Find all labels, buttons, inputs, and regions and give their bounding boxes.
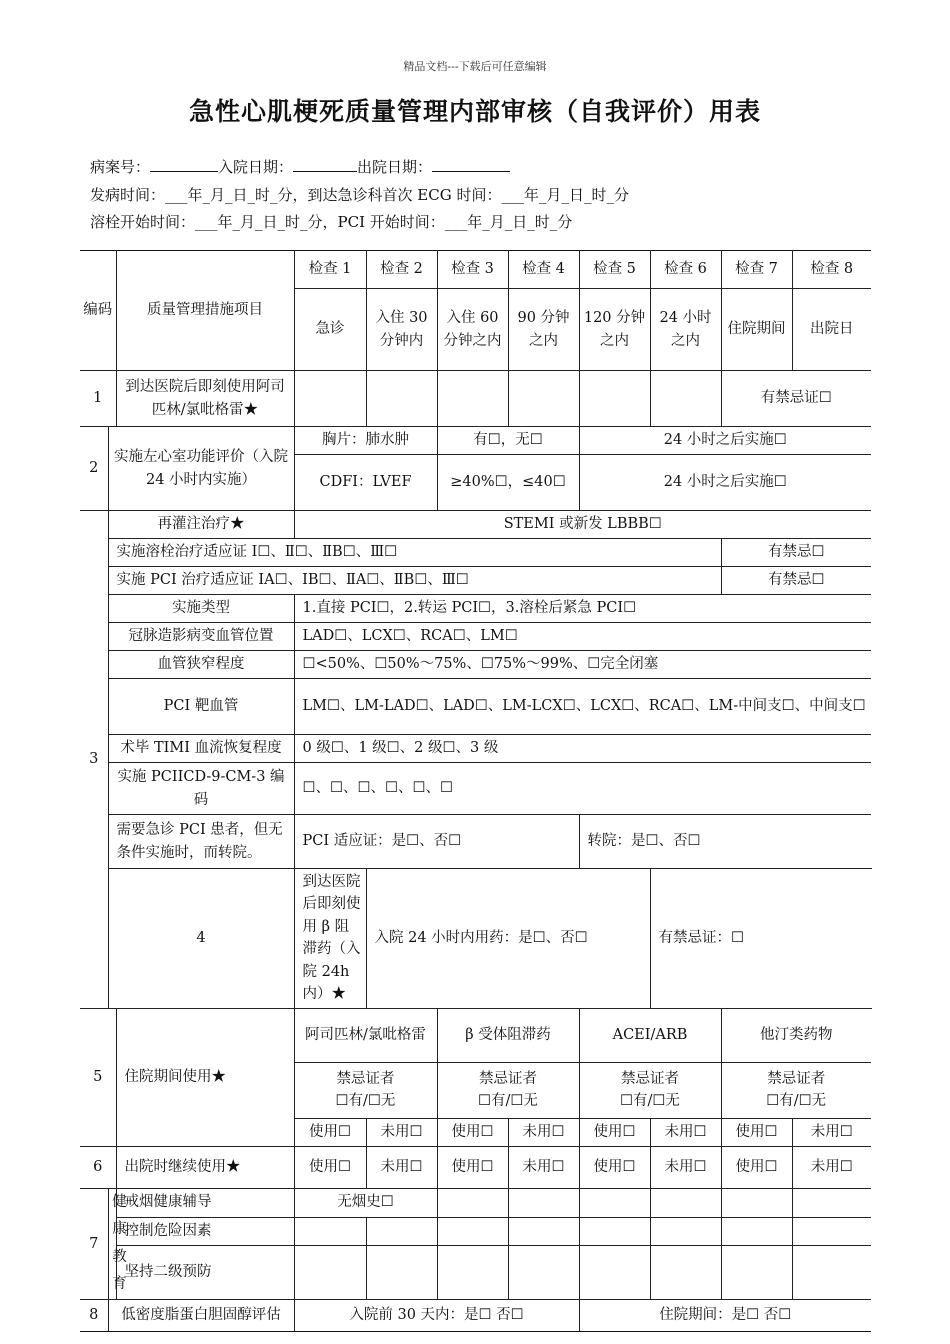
icd-code-label: 实施 PCIICD-9-CM-3 编码 — [108, 763, 294, 815]
check-cell[interactable] — [721, 1188, 792, 1217]
beta-blocker-24h[interactable]: 入院 24 小时内用药：是☐、否☐ — [366, 869, 650, 1009]
row-item: 住院期间使用★ — [116, 1008, 294, 1146]
check-cell[interactable] — [437, 371, 508, 427]
contra-label: 禁忌证者 — [336, 1070, 395, 1087]
check-cell[interactable] — [294, 1246, 366, 1300]
used-option[interactable]: 使用☐ — [721, 1146, 792, 1188]
contra-options[interactable]: ☐有/☐无 — [766, 1093, 827, 1110]
icd-code-options[interactable]: ☐、☐、☐、☐、☐、☐ — [294, 763, 871, 815]
check-cell[interactable] — [579, 1246, 650, 1300]
contra-cell[interactable] — [437, 1062, 579, 1118]
check-cell[interactable] — [792, 1217, 871, 1246]
check-cell[interactable] — [792, 1246, 871, 1300]
check-time: 入住 60 分钟之内 — [437, 289, 508, 371]
late-implementation-option[interactable]: 24 小时之后实施☐ — [579, 455, 871, 511]
check-cell[interactable] — [366, 1217, 437, 1246]
row-item: 到达医院后即刻使用阿司匹林/氯吡格雷★ — [116, 371, 294, 427]
late-implementation-option[interactable]: 24 小时之后实施☐ — [579, 427, 871, 455]
row-number: 8 — [80, 1300, 108, 1332]
record-no-field[interactable] — [150, 157, 218, 172]
row-item: 出院时继续使用★ — [116, 1146, 294, 1188]
check-header: 检查 8 — [792, 251, 871, 289]
check-cell[interactable] — [721, 1217, 792, 1246]
chest-xray-label: 胸片：肺水肿 — [294, 427, 437, 455]
contra-cell[interactable] — [294, 1062, 437, 1118]
check-time: 90 分钟之内 — [508, 289, 579, 371]
timi-label: 术毕 TIMI 血流恢复程度 — [108, 735, 294, 763]
check-cell[interactable] — [579, 1217, 650, 1246]
contra-cell[interactable] — [721, 1062, 871, 1118]
check-header: 检查 6 — [650, 251, 721, 289]
contra-options[interactable]: ☐有/☐无 — [620, 1093, 680, 1110]
transfer-option[interactable]: 转院：是☐、否☐ — [579, 815, 871, 869]
check-cell[interactable] — [294, 1217, 366, 1246]
row-number: 3 — [80, 511, 108, 1009]
drug-name: ACEI/ARB — [579, 1008, 721, 1062]
discharge-date-label: 出院日期： — [357, 158, 433, 176]
check-time: 入住 30 分钟内 — [366, 289, 437, 371]
unused-option[interactable]: 未用☐ — [792, 1118, 871, 1146]
contra-options[interactable]: ☐有/☐无 — [478, 1093, 538, 1110]
check-cell[interactable] — [792, 1188, 871, 1217]
chest-xray-options[interactable]: 有☐，无☐ — [437, 427, 579, 455]
drug-name: 阿司匹林/氯吡格雷 — [294, 1008, 437, 1062]
cdfi-label: CDFI：LVEF — [294, 455, 437, 511]
admit-date-label: 入院日期： — [218, 158, 294, 176]
page-title: 急性心肌梗死质量管理内部审核（自我评价）用表 — [188, 97, 761, 126]
unused-option[interactable]: 未用☐ — [792, 1146, 871, 1188]
audit-table — [80, 250, 872, 1332]
row-number: 1 — [80, 371, 116, 427]
check-cell[interactable] — [650, 1217, 721, 1246]
no-smoking-option[interactable]: 无烟史☐ — [294, 1188, 437, 1217]
row-item: 实施左心室功能评价（入院 24 小时内实施） — [108, 427, 294, 511]
contra-label: 禁忌证者 — [479, 1070, 537, 1087]
unused-option[interactable]: 未用☐ — [650, 1146, 721, 1188]
pci-type-label: 实施类型 — [108, 595, 294, 623]
stenosis-label: 血管狭窄程度 — [108, 651, 294, 679]
thrombolysis-indication[interactable]: 实施溶栓治疗适应证 Ⅰ☐、Ⅱ☐、ⅡB☐、Ⅲ☐ — [108, 539, 721, 567]
pci-type-options[interactable]: 1.直接 PCI☐，2.转运 PCI☐，3.溶栓后紧急 PCI☐ — [294, 595, 871, 623]
check-header: 检查 4 — [508, 251, 579, 289]
used-option[interactable]: 使用☐ — [294, 1118, 366, 1146]
beta-blocker-contra[interactable]: 有禁忌证：☐ — [650, 869, 872, 1009]
col-id-header: 编码 — [80, 251, 116, 371]
drug-name: 他汀类药物 — [721, 1008, 871, 1062]
pci-indication[interactable]: 实施 PCI 治疗适应证 ⅠA☐、ⅠB☐、ⅡA☐、ⅡB☐、Ⅲ☐ — [108, 567, 721, 595]
check-cell[interactable] — [508, 1217, 579, 1246]
info-line-3: 溶栓开始时间：___年_月_日_时_分，PCI 开始时间：___年_月_日_时_分 — [90, 213, 573, 231]
used-option[interactable]: 使用☐ — [579, 1118, 650, 1146]
used-option[interactable]: 使用☐ — [437, 1118, 508, 1146]
check-cell[interactable] — [508, 1188, 579, 1217]
row-item: 戒烟健康辅导 — [116, 1188, 294, 1217]
row-item: 坚持二级预防 — [116, 1246, 294, 1300]
check-time: 住院期间 — [721, 289, 792, 371]
check-time: 出院日 — [792, 289, 871, 371]
admit-date-field[interactable] — [293, 157, 357, 172]
info-line-1 — [90, 156, 510, 177]
used-option[interactable]: 使用☐ — [437, 1146, 508, 1188]
check-header: 检查 5 — [579, 251, 650, 289]
thrombolysis-contraindication[interactable]: 有禁忌☐ — [721, 539, 871, 567]
row-number: 7 — [80, 1188, 108, 1299]
transfer-pci-indication[interactable]: PCI 适应证：是☐、否☐ — [294, 815, 579, 869]
health-education-label — [108, 1188, 127, 1299]
check-cell[interactable] — [650, 1188, 721, 1217]
check-cell[interactable] — [721, 1246, 792, 1300]
check-cell[interactable] — [508, 371, 579, 427]
contraindication-cell[interactable]: 有禁忌证☐ — [721, 371, 871, 427]
contra-label: 禁忌证者 — [767, 1070, 826, 1087]
check-cell[interactable] — [366, 1246, 437, 1300]
lvef-options[interactable]: ≥40%☐，≤40☐ — [437, 455, 579, 511]
check-cell[interactable] — [366, 371, 437, 427]
row-item: 控制危险因素 — [116, 1217, 294, 1246]
row-item: 到达医院后即刻使用 β 阻滞药（入院 24h 内）★ — [294, 869, 366, 1009]
reperfusion-label: 再灌注治疗★ — [108, 511, 294, 539]
row-item: 低密度脂蛋白胆固醇评估 — [108, 1300, 294, 1332]
row-number: 4 — [108, 869, 294, 1009]
transfer-label: 需要急诊 PCI 患者，但无条件实施时，而转院。 — [108, 815, 294, 869]
unused-option[interactable]: 未用☐ — [650, 1118, 721, 1146]
check-header: 检查 2 — [366, 251, 437, 289]
check-cell[interactable] — [579, 1188, 650, 1217]
stenosis-options[interactable]: ☐<50%、☐50%～75%、☐75%～99%、☐完全闭塞 — [294, 651, 871, 679]
ldl-before-admission[interactable]: 入院前 30 天内：是☐ 否☐ — [294, 1300, 579, 1332]
check-time: 急诊 — [294, 289, 366, 371]
used-option[interactable]: 使用☐ — [294, 1146, 366, 1188]
check-cell[interactable] — [437, 1246, 508, 1300]
timi-options[interactable]: 0 级☐、1 级☐、2 级☐、3 级 — [294, 735, 871, 763]
pci-contraindication[interactable]: 有禁忌☐ — [721, 567, 871, 595]
check-cell[interactable] — [650, 1246, 721, 1300]
lesion-location-label: 冠脉造影病变血管位置 — [108, 623, 294, 651]
drug-name: β 受体阻滞药 — [437, 1008, 579, 1062]
contra-cell[interactable] — [579, 1062, 721, 1118]
check-cell[interactable] — [437, 1217, 508, 1246]
check-header: 检查 1 — [294, 251, 366, 289]
used-option[interactable]: 使用☐ — [721, 1118, 792, 1146]
unused-option[interactable]: 未用☐ — [508, 1146, 579, 1188]
col-item-header: 质量管理措施项目 — [116, 251, 294, 371]
check-cell[interactable] — [650, 371, 721, 427]
check-header: 检查 7 — [721, 251, 792, 289]
check-time: 24 小时之内 — [650, 289, 721, 371]
row-number: 6 — [80, 1146, 116, 1188]
contra-options[interactable]: ☐有/☐无 — [335, 1093, 396, 1110]
contra-label: 禁忌证者 — [621, 1070, 679, 1087]
unused-option[interactable]: 未用☐ — [366, 1146, 437, 1188]
row-number: 5 — [80, 1008, 116, 1146]
record-no-label: 病案号： — [90, 158, 151, 176]
check-cell[interactable] — [437, 1188, 508, 1217]
ldl-during-stay[interactable]: 住院期间：是☐ 否☐ — [579, 1300, 871, 1332]
used-option[interactable]: 使用☐ — [579, 1146, 650, 1188]
unused-option[interactable]: 未用☐ — [366, 1118, 437, 1146]
check-cell[interactable] — [579, 371, 650, 427]
target-vessel-options[interactable]: LM☐、LM-LAD☐、LAD☐、LM-LCX☐、LCX☐、RCA☐、LM-中间支☐、中间支☐ — [294, 679, 871, 735]
lesion-location-options[interactable]: LAD☐、LCX☐、RCA☐、LM☐ — [294, 623, 871, 651]
header-note: 精品文档---下载后可任意编辑 — [403, 60, 547, 73]
discharge-date-field[interactable] — [432, 157, 510, 172]
check-time: 120 分钟之内 — [579, 289, 650, 371]
check-cell[interactable] — [508, 1246, 579, 1300]
unused-option[interactable]: 未用☐ — [508, 1118, 579, 1146]
reperfusion-option[interactable]: STEMI 或新发 LBBB☐ — [294, 511, 871, 539]
info-line-2: 发病时间：___年_月_日_时_分，到达急诊科首次 ECG 时间：___年_月_日_时_分 — [90, 186, 629, 204]
check-header: 检查 3 — [437, 251, 508, 289]
target-vessel-label: PCI 靶血管 — [108, 679, 294, 735]
row-number: 2 — [80, 427, 108, 511]
health-education-text: 健康教育 — [112, 1193, 127, 1293]
check-cell[interactable] — [294, 371, 366, 427]
